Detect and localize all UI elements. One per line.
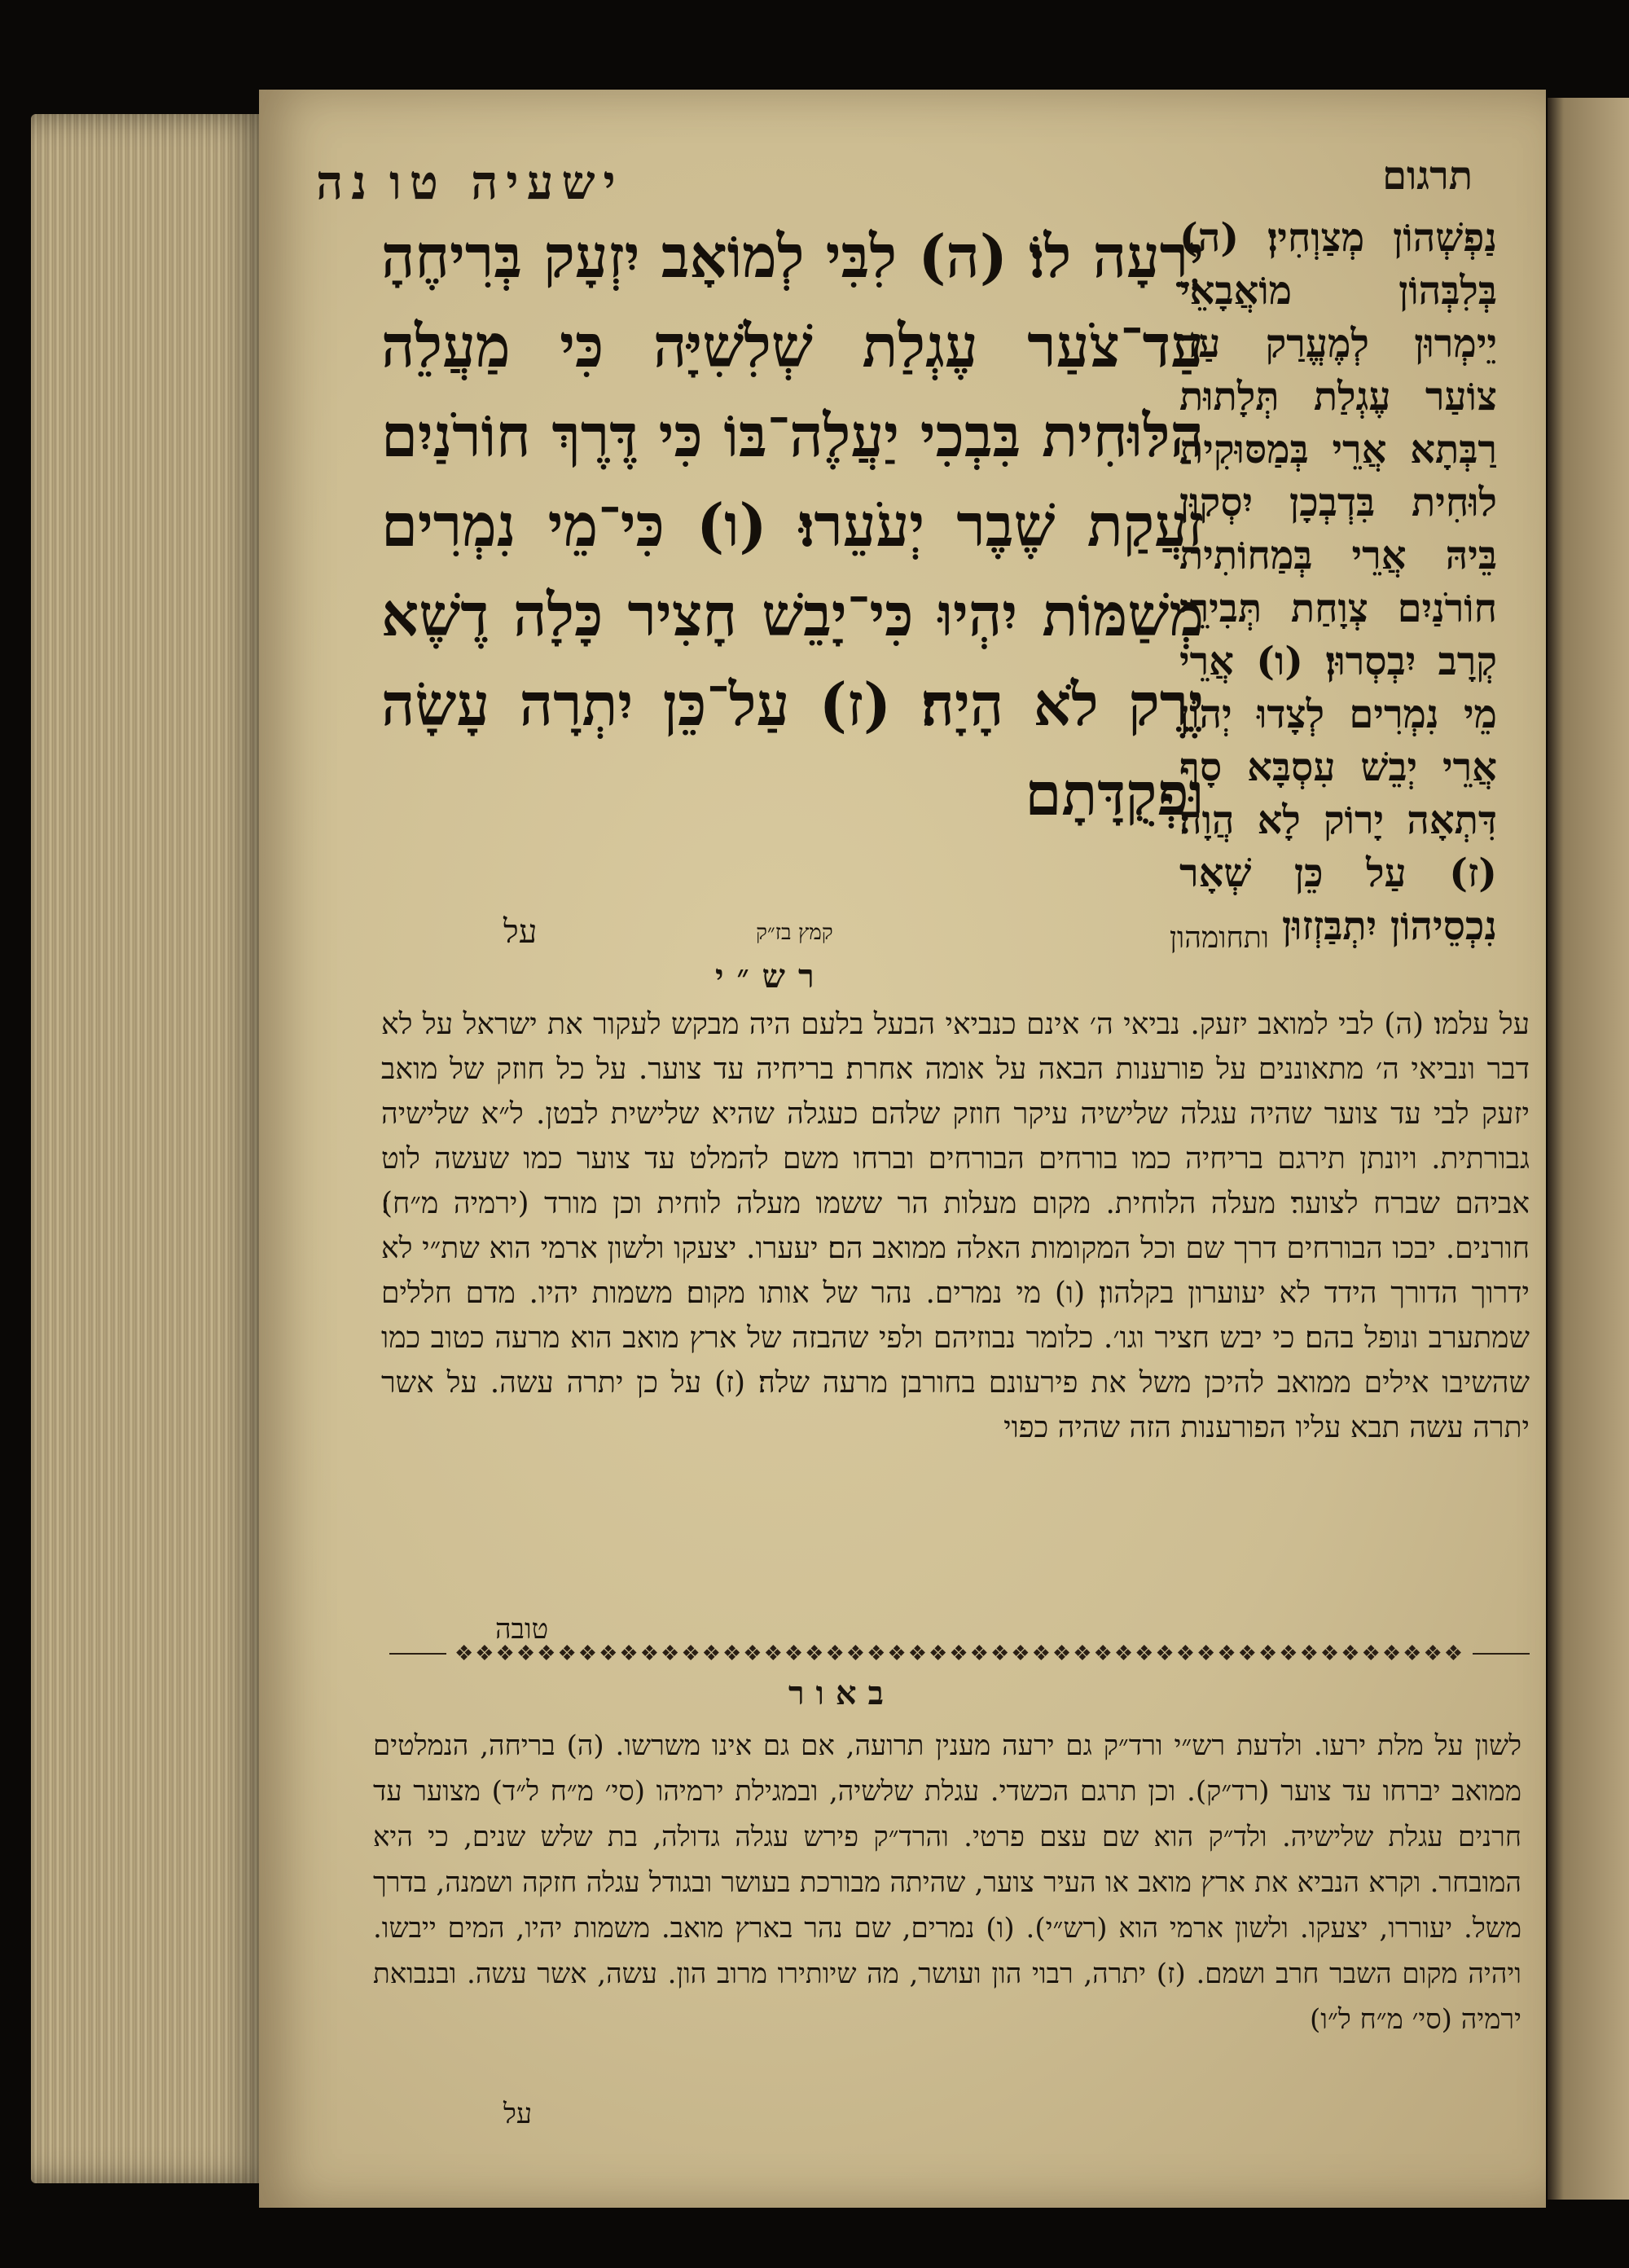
targum-heading: תרגום bbox=[1382, 153, 1473, 199]
book-page bbox=[259, 90, 1546, 2208]
page-number: נה bbox=[316, 155, 375, 210]
biur-catchword: על bbox=[503, 2098, 533, 2130]
targum-catchword: ותחומהון bbox=[1169, 921, 1269, 955]
divider-line-left bbox=[389, 1653, 446, 1655]
targum-text: נַפְשְׁהוֹן מְצַוְחִין׃ (ה) בְּלִבְּהוֹן מוֹאֲבָאֵי יֵימְרוּן לְמֶעֱרַק עַד צוֹעַר עֶגְלַת תְּלָתוּת רַבְּתָא אֲרֵי בְּמַסּוּקִית לוּחִית בִּדְבְכָן יִסְקוּן בֵּיהּ אֲרֵי בְּמַחוֹתִית חוֹרֹנַיִם צְוָחַת תְּבִירֵי קְרָב יִבְסְרוּן׃ (ו) אֲרֵי מֵי נִמְרִים לְצָדוּ יְהוֹן אֲרֵי יְבֵשׁ עִסְבָּא סָף דִּתְאָה יָרוֹק לָא הֲוָה׃ (ז) עַל כֵּן שְׁאָר נִכְסֵיהוֹן יִתְבַּזְזוּן bbox=[1179, 215, 1497, 949]
divider-ornament: ❖❖❖❖❖❖❖❖❖❖❖❖❖❖❖❖❖❖❖❖❖❖❖❖❖❖❖❖❖❖❖❖❖❖❖❖❖❖❖❖❖❖❖❖❖❖❖❖❖ bbox=[454, 1642, 1465, 1666]
main-scripture-text: יְרֵעָה לוֹ׃ (ה) לִבִּי לְמוֹאָב יִזְעָק בְּרִיחֶהָ עַד־צֹעַר עֶגְלַת שְׁלִשִׁיָּה כִּי מַעֲלֵה הַלּוּחִית בִּבְכִי יַעֲלֶה־בּוֹ כִּי דֶּרֶךְ חוֹרֹנַיִם זַעֲקַת שֶׁבֶר יְעֹעֵרוּ׃ (ו) כִּי־מֵי נִמְרִים מְשַׁמּוֹת יִהְיוּ כִּי־יָבֵשׁ חָצִיר כָּלָה דֶשֶׁא יֶרֶק לֹא הָיָה׃ (ז) עַל־כֵּן יִתְרָה עָשָׂה וּפְקֻדָּתָם bbox=[381, 222, 1204, 829]
ornamental-divider bbox=[389, 1642, 1530, 1666]
biur-commentary: לשון על מלת ירעו. ולדעת רש״י ורד״ק גם ירעה מענין תרועה, אם גם אינו משרשו. (ה) בריחה, הנמלטים ממואב יברחו עד צוער (רד״ק). וכן תרגם הכשדי. עגלת שלשיה, ובמגילת ירמיהו (סי׳ מ״ח ל״ד) מצוער עד חרנים עגלת שלישיה. ולד״ק הוא שם עצם פרטי. והרד״ק פירש עגלה גדולה, בת שלש שנים, כי היא המובחר. וקרא הנביא את ארץ מואב או העיר צוער, שהיתה מבורכת בעושר ובגודל עגלה חזקה ושמנה, בדרך משל. יעוררו, יצעקו. ולשון ארמי הוא (רש״י). (ו) נמרים, שם נהר בארץ מואב. משמות יהיו, המים ייבשו. ויהיה מקום השבר חרב ושמם. (ז) יתרה, רבוי הון ועושר, מה שיותירו מרוב הון. עשה, אשר עשה. ובנבואת ירמיה (סי׳ מ״ח ל״ו) bbox=[373, 1730, 1521, 2036]
biur-heading: באור bbox=[788, 1674, 895, 1712]
divider-line-right bbox=[1473, 1653, 1530, 1655]
book-title: ישעיה טו bbox=[389, 155, 624, 210]
rashi-heading: רש״י bbox=[715, 957, 828, 996]
main-footnote: קמץ בז״ק bbox=[756, 921, 833, 945]
book-edge bbox=[31, 114, 267, 2183]
facing-page-edge bbox=[1548, 98, 1629, 2200]
main-catchword: על bbox=[503, 913, 538, 951]
rashi-catchword: טובה bbox=[495, 1613, 549, 1646]
rashi-commentary: על עלמו׃ (ה) לבי למואב יזעק. נביאי ה׳ אינם כנביאי הבעל בלעם היה מבקש לעקור את ישראל על לא דבר ונביאי ה׳ מתאוננים על פורענות הבאה על אומה אחרת׃ בריחיה עד צוער. על כל חוזק של מואב יזעק לבי עד צוער שהיה עגלה שלישיה עיקר חוזק שלהם כעגלה שהיא שלישית לבטן. ל״א שלישיה גבורתית. ויונתן תירגם בריחיה כמו בורחים הבורחים וברחו משם להמלט עד צוער כמו שעשה לוט אביהם שברח לצוער׃ מעלה הלוחית. מקום מעלות הר ששמו מעלה לוחית וכן מורד (ירמיה מ״ח)׃ חורנים. יבכו הבורחים דרך שם וכל המקומות האלה ממואב הם׃ יעערו. יצעקו ולשון ארמי הוא שת״י לא ידרוך הדורך הידד לא יעוערון בקלהון׃ (ו) מי נמרים. נהר של אותו מקום׃ משמות יהיו. מדם חללים שמתערב ונופל בהם׃ כי יבש חציר וגו׳. כלומר נבוזיהם ולפי שהבזה של ארץ מואב הוא מרעה כטוב כמו שהשיבו אילים ממואב להיכן משל את פירעונם בחורבן מרעה שלה׃ (ז) על כן יתרה עשה. על אשר יתרה עשה תבא עליו הפורענות הזה שהיה כפוי bbox=[381, 1008, 1530, 1444]
